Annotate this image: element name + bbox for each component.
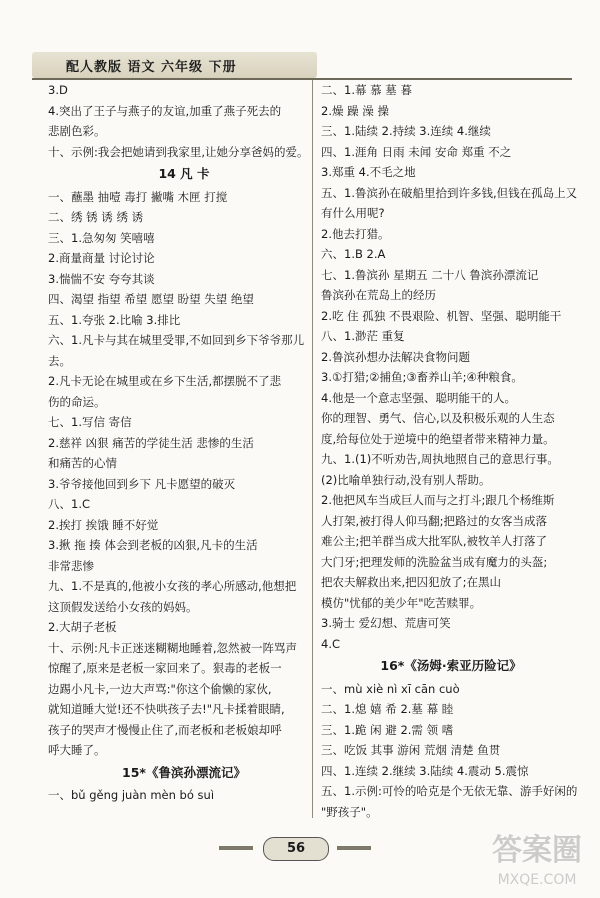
answer-line: 四、1.涯角 日雨 未闻 安命 郑重 不之 xyxy=(321,144,512,159)
answer-line: 3.揪 拖 揍 体会到老板的凶狠,凡卡的生活 xyxy=(48,538,258,552)
answer-line: 五、1.鲁滨孙在破船里拾到许多钱,但钱在孤岛上又 xyxy=(321,185,578,200)
section-heading: 15*《鲁滨孙漂流记》 xyxy=(122,764,246,780)
answer-line: 你的理智、勇气、信心,以及积极乐观的人生态 xyxy=(321,411,555,425)
answer-line: 六、1.凡卡与其在城里受罪,不如回到乡下爷爷那儿 xyxy=(48,333,305,347)
answer-line: 二、1.幕 慕 墓 暮 xyxy=(321,83,412,97)
answer-line: 2.挨打 挨饿 睡不好觉 xyxy=(48,517,159,532)
answer-line: 八、1.渺茫 重复 xyxy=(321,329,405,343)
answer-line: 一、mù xiè nì xī cān cuò xyxy=(321,681,460,696)
page-number: 56 xyxy=(263,837,329,861)
answer-line: 五、1.夸张 2.比喻 3.排比 xyxy=(48,312,181,327)
watermark-url: MXQE.COM xyxy=(497,872,577,888)
answer-line: 模仿"忧郁的美少年"吃苦赎罪。 xyxy=(321,595,482,610)
header-title: 配人教版 语文 六年级 下册 xyxy=(66,60,237,75)
answer-line: 4.突出了王子与燕子的友谊,加重了燕子死去的 xyxy=(48,103,282,118)
answer-line: 八、1.C xyxy=(48,497,91,511)
answer-line: 就知道睡大觉!还不快哄孩子去!"凡卡揉着眼睛, xyxy=(48,702,285,716)
answer-line: 一、bǔ gěng juàn mèn bó suì xyxy=(48,788,215,802)
answer-line: 三、吃饭 其事 游闲 荒烟 清楚 鱼贯 xyxy=(321,743,501,757)
answer-line: 3.爷爷接他回到乡下 凡卡愿望的破灭 xyxy=(48,476,236,491)
answer-line: 十、示例:我会把她请到我家里,让她分享爸妈的爱。 xyxy=(48,144,309,159)
answer-line: 二、1.熄 嬉 希 2.墓 幕 睦 xyxy=(321,702,454,716)
answer-line: 2.大胡子老板 xyxy=(48,620,117,634)
section-heading: 14 凡 卡 xyxy=(158,166,210,181)
answer-line: 七、1.写信 寄信 xyxy=(48,415,132,429)
answer-line: 3.惴惴不安 夸夸其谈 xyxy=(48,271,155,286)
answer-line: 这顶假发送给小女孩的妈妈。 xyxy=(48,599,198,614)
answer-line: 四、1.连续 2.继续 3.陆续 4.震动 5.震惊 xyxy=(321,763,529,778)
answer-line: 惊醒了,原来是老板一家回来了。狠毒的老板一 xyxy=(48,661,282,675)
answer-line: 二、绣 锈 诱 绣 诱 xyxy=(48,210,144,224)
answer-line: 3.D xyxy=(48,83,68,97)
answer-line: 3.①打猎;②捕鱼;③畜养山羊;④种粮食。 xyxy=(321,370,523,384)
page-ornament-right xyxy=(337,846,371,850)
answer-line: 4.C xyxy=(321,636,341,651)
answer-line: 悲剧色彩。 xyxy=(48,124,106,138)
answer-line: 九、1.不是真的,他被小女孩的孝心所感动,他想把 xyxy=(48,579,297,593)
answer-line: 十、示例:凡卡正迷迷糊糊地睡着,忽然被一阵骂声 xyxy=(48,640,298,655)
watermark-logo xyxy=(478,820,596,892)
answer-line: "野孩子"。 xyxy=(321,804,378,819)
answer-line: 七、1.鲁滨孙 星期五 二十八 鲁滨孙漂流记 xyxy=(321,267,539,282)
answer-line: 去。 xyxy=(48,353,71,368)
answer-line: 大门牙;把理发师的洗脸盆当成有魔力的头盔; xyxy=(321,554,548,569)
watermark-text: 答案圈 xyxy=(492,833,582,868)
answer-line: 2.他去打猎。 xyxy=(321,226,390,241)
page-header xyxy=(32,52,317,78)
answer-line: 非常悲惨 xyxy=(48,558,94,573)
answer-line: 和痛苦的心情 xyxy=(48,456,117,470)
section-heading: 16*《汤姆·索亚历险记》 xyxy=(380,658,522,673)
answer-line: 难公主;把羊群当成大批军队,被牧羊人打落了 xyxy=(321,534,548,548)
answer-line: 三、1.跪 闲 避 2.需 领 嗜 xyxy=(321,722,454,737)
answer-line: 3.郑重 4.不毛之地 xyxy=(321,165,416,179)
answer-line: 六、1.B 2.A xyxy=(321,247,386,261)
answer-line: 伤的命运。 xyxy=(48,394,106,409)
answer-line: 4.他是一个意志坚强、聪明能干的人。 xyxy=(321,390,516,405)
answer-line: 一、蘸墨 抽噎 毒打 撇嘴 木匣 打搅 xyxy=(48,189,228,204)
answer-line: 2.吃 住 孤独 不畏艰险、机智、坚强、聪明能干 xyxy=(321,308,562,323)
answer-line: 度,给每位处于逆境中的绝望者带来精神力量。 xyxy=(321,431,555,446)
page-number-badge xyxy=(255,837,335,859)
answer-line: 呼大睡了。 xyxy=(48,743,106,757)
answer-line: 2.鲁滨孙想办法解决食物问题 xyxy=(321,349,470,364)
answer-line: 四、渴望 指望 希望 愿望 盼望 失望 绝望 xyxy=(48,292,254,306)
answer-line: 五、1.示例:可怜的哈克是个无依无靠、游手好闲的 xyxy=(321,784,578,798)
answer-line: 九、1.(1)不听劝告,周执地照自己的意思行事。 xyxy=(321,452,559,466)
answer-line: 2.他把风车当成巨人而与之打斗;跟几个杨维斯 xyxy=(321,493,555,507)
answer-line: 2.燥 躁 澡 操 xyxy=(321,103,389,118)
answer-line: 三、1.陆续 2.持续 3.连续 4.继续 xyxy=(321,124,491,138)
left-column xyxy=(48,80,320,806)
answer-line: 2.凡卡无论在城里或在乡下生活,都摆脱不了悲 xyxy=(48,374,282,388)
answer-line: 鲁滨孙在荒岛上的经历 xyxy=(321,288,436,302)
answer-line: (2)比喻单独行动,没有别人帮助。 xyxy=(321,472,491,487)
answer-line: 2.慈祥 凶狠 痛苦的学徒生活 悲惨的生活 xyxy=(48,435,254,450)
answer-line: 把农夫解救出来,把囚犯放了;在黑山 xyxy=(321,575,502,589)
answer-line: 2.商量商量 讨论讨论 xyxy=(48,251,155,265)
answer-line: 人打架,被打得人仰马翻;把路过的女客当成落 xyxy=(321,513,548,528)
right-column xyxy=(321,80,581,822)
page-ornament-left xyxy=(219,846,253,850)
answer-line: 3.骑士 爱幻想、荒唐可笑 xyxy=(321,616,451,630)
answer-line: 有什么用呢? xyxy=(321,206,385,220)
answer-line: 三、1.急匆匆 笑嘻嘻 xyxy=(48,230,155,245)
answer-line: 边踢小凡卡,一边大声骂:"你这个偷懒的家伙, xyxy=(48,681,272,696)
answer-line: 孩子的哭声才慢慢止住了,而老板和老板娘却呼 xyxy=(48,722,282,737)
